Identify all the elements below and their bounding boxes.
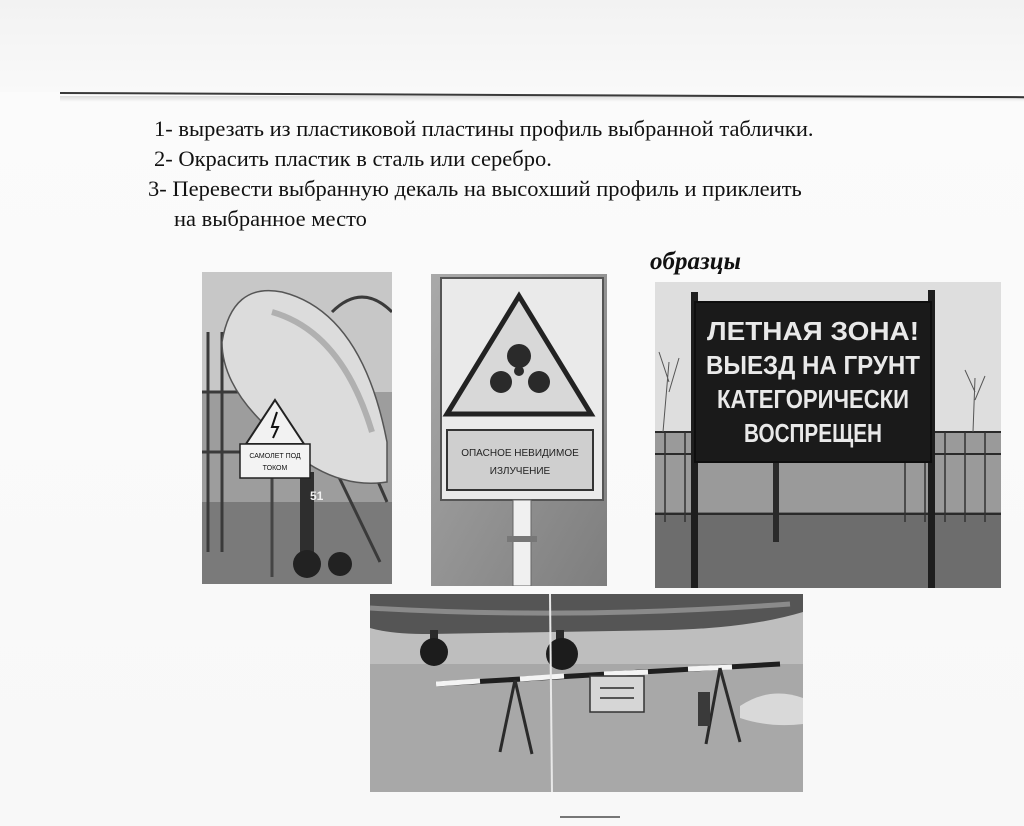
airfield-sign-line-4: ВОСПРЕЩЕН [744,418,882,448]
photo-aircraft-warning-sign [202,272,392,584]
photo-airfield-zone-sign [655,282,1001,588]
aircraft-sign-line-1: САМОЛЕТ ПОД [249,453,301,460]
photo-radiation-warning-sign [431,274,607,586]
step-number: 1- [154,116,173,141]
paper-edge-shadow [60,96,1024,102]
instruction-list [148,114,988,234]
scan-mark [560,816,620,818]
instruction-step-1 [148,114,988,144]
aircraft-number: 51 [310,489,324,503]
photo-barrier [370,594,803,792]
samples-heading: образцы [650,248,741,275]
airfield-sign-line-2: ВЫЕЗД НА ГРУНТ [706,350,921,380]
step-text: вырезать из пластиковой пластины профиль выбранной таблички. [178,116,814,141]
instruction-step-2 [148,144,988,174]
airfield-sign-line-3: КАТЕГОРИЧЕСКИ [717,384,909,414]
step-text: Перевести выбранную декаль на высохший профиль и приклеить [172,176,802,201]
step-text: Окрасить пластик в сталь или серебро. [178,146,552,171]
instruction-step-3-continuation: на выбранное место [174,206,367,231]
scan-background [0,0,1024,92]
instruction-step-3 [148,174,988,204]
step-number: 2- [154,146,173,171]
step-number: 3- [148,176,167,201]
aircraft-sign-line-2: ТОКОМ [262,465,288,472]
radiation-sign-line-1: ОПАСНОЕ НЕВИДИМОЕ [461,448,579,459]
airfield-sign-line-1: ЛЕТНАЯ ЗОНА! [707,316,919,346]
radiation-sign-line-2: ИЗЛУЧЕНИЕ [489,466,551,477]
